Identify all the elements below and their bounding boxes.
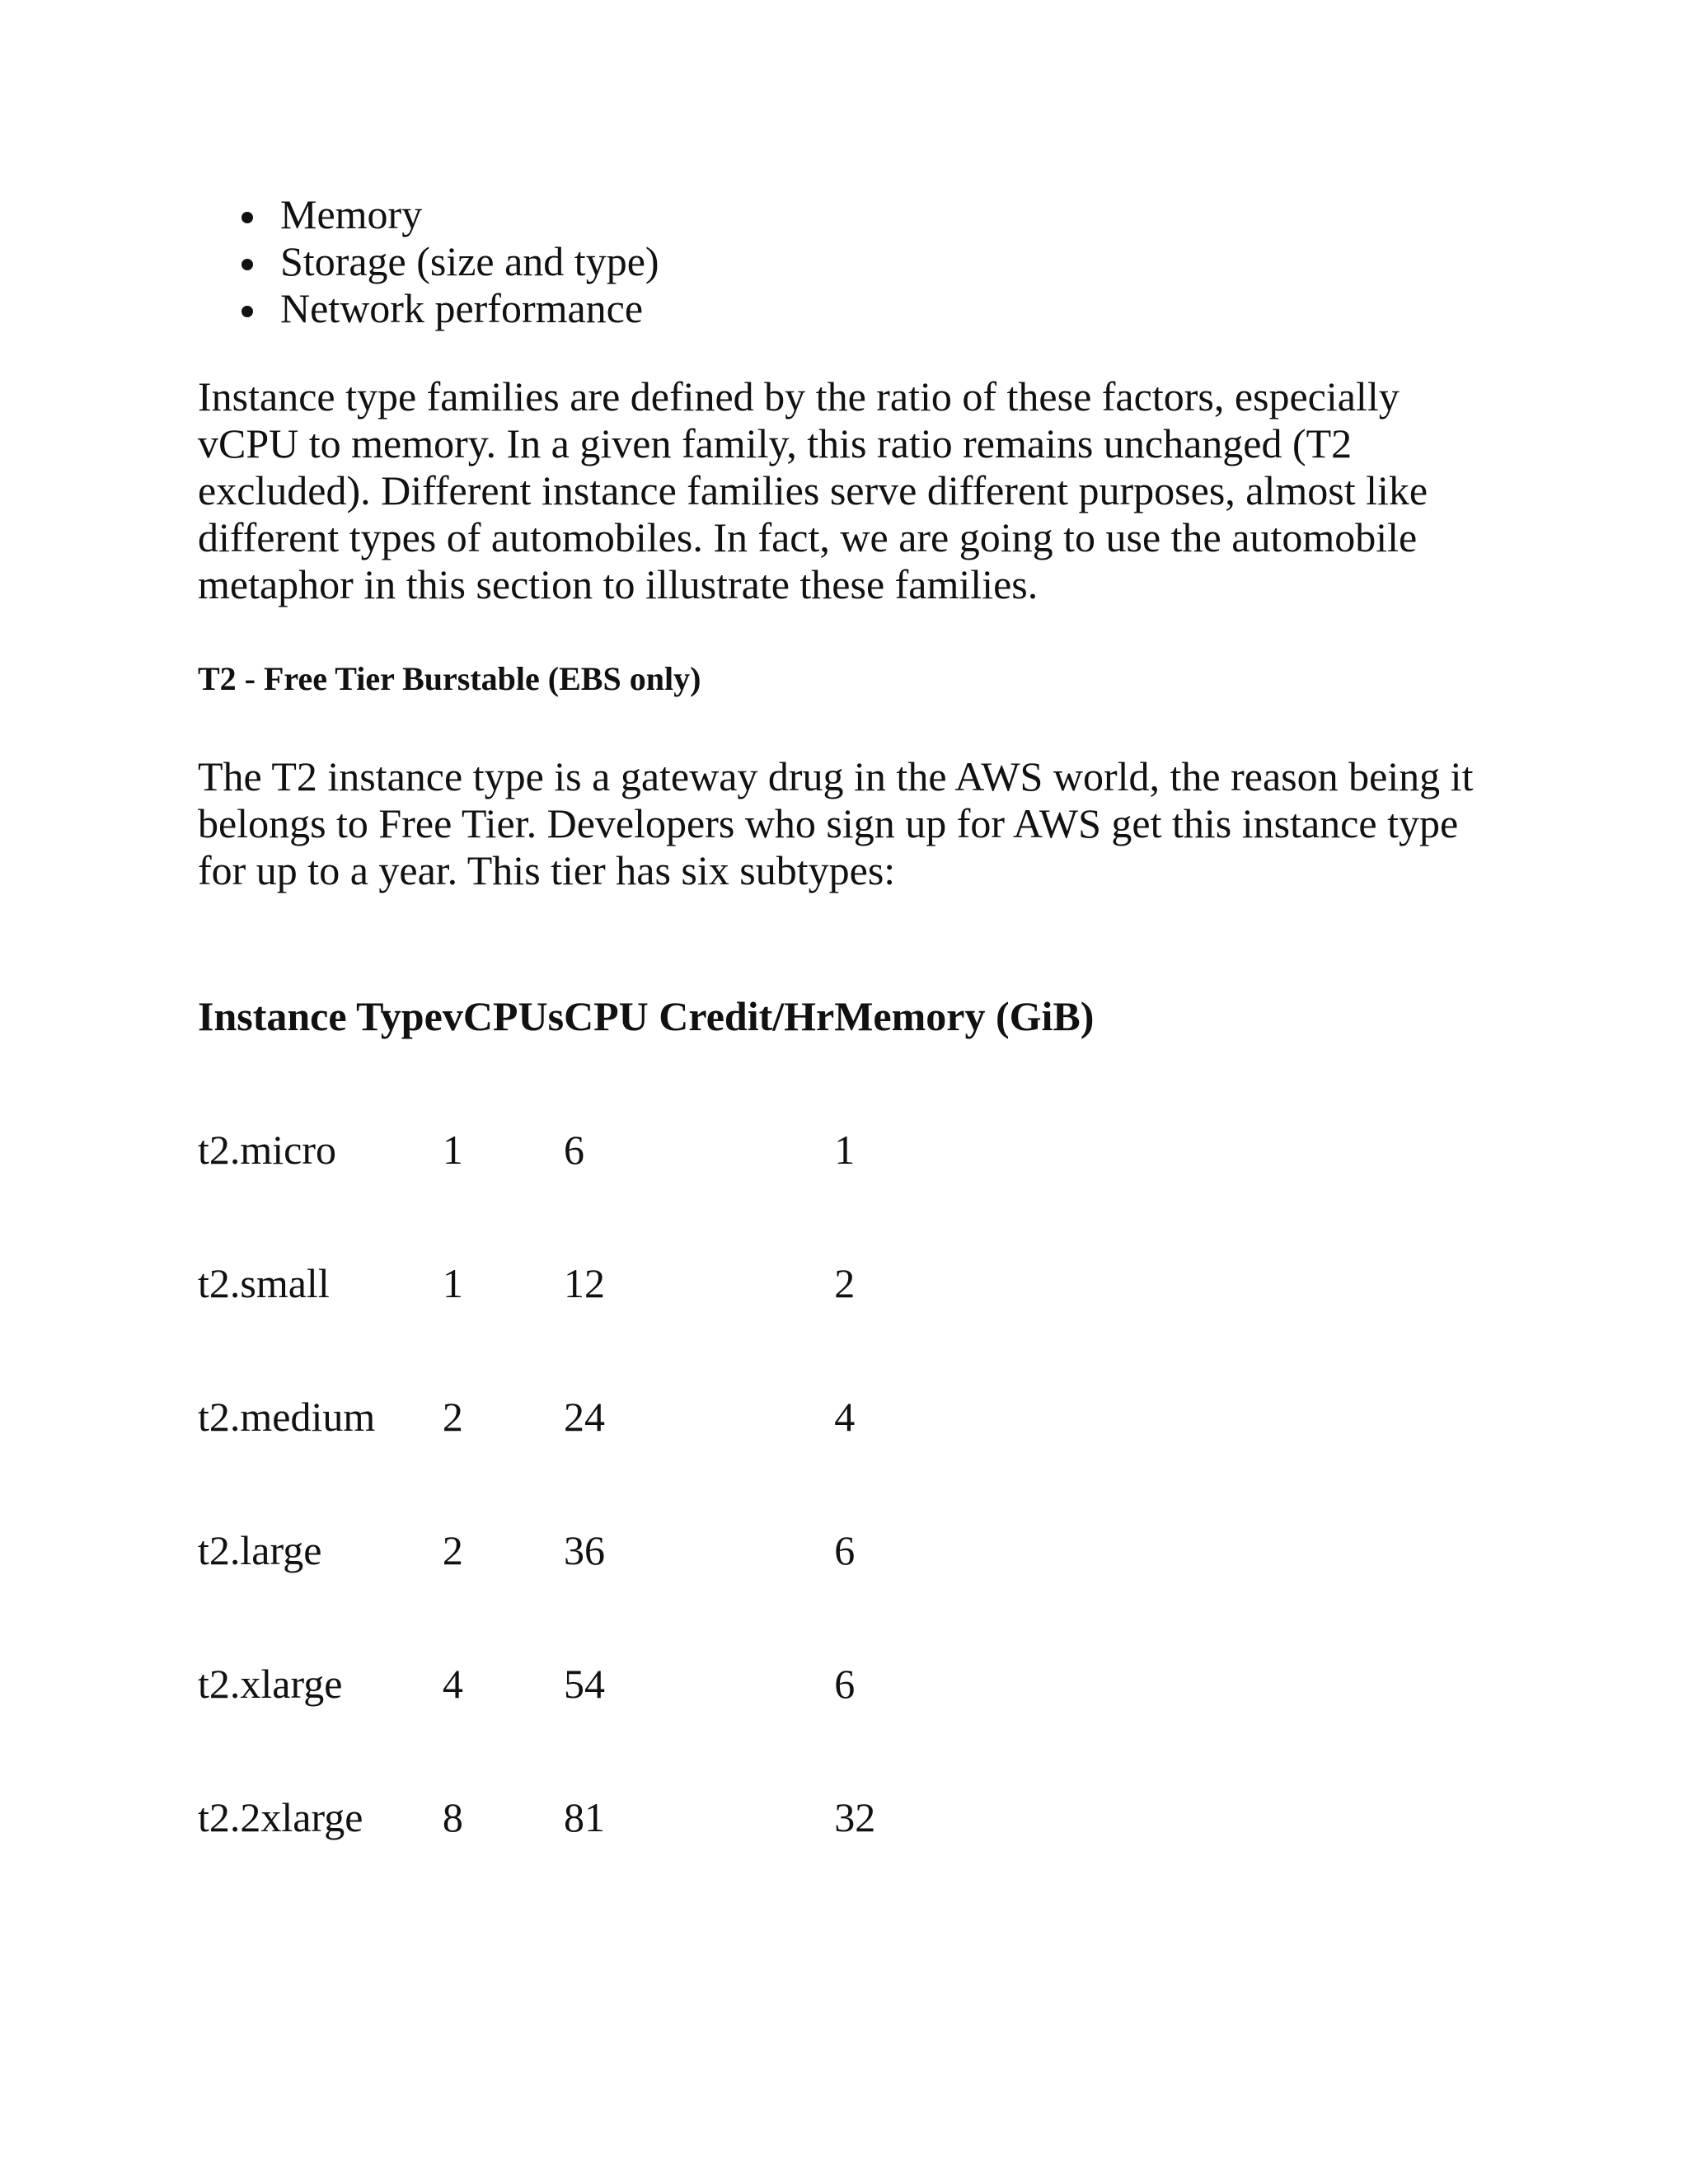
header-memory: Memory (GiB) <box>834 993 1095 1039</box>
cell-cpu-credit: 12 <box>564 1260 606 1306</box>
bullet-icon <box>241 259 253 270</box>
table-header-row <box>198 993 1246 1127</box>
cell-cpu-credit: 54 <box>564 1661 606 1707</box>
t2-description-paragraph: The T2 instance type is a gateway drug in the AWS world, the reason being it belongs to Free Tier. Developers who sign up for AWS get this instance type for up to a year. This tier has six subtypes: <box>198 753 1474 893</box>
cell-vcpus: 8 <box>442 1794 463 1840</box>
cell-memory: 32 <box>834 1794 876 1840</box>
cell-instance-type: t2.2xlarge <box>198 1794 363 1840</box>
table-row <box>198 1394 1246 1527</box>
cell-memory: 6 <box>834 1661 856 1707</box>
cell-vcpus: 1 <box>442 1127 463 1173</box>
header-instance-type: Instance Type <box>198 993 443 1039</box>
cell-vcpus: 2 <box>442 1394 463 1440</box>
table-row <box>198 1661 1246 1794</box>
header-vcpus: vCPUs <box>442 993 565 1039</box>
intro-paragraph: Instance type families are defined by the ratio of these factors, especially vCPU to memory. In a given family, this ratio remains unchanged (T2 excluded). Different instance families serve different purposes, almost like different types of automobiles. In fact, we are going to use the automobile metaphor in this section to illustrate these families. <box>198 373 1428 607</box>
table-row <box>198 1260 1246 1394</box>
cell-vcpus: 4 <box>442 1661 463 1707</box>
cell-vcpus: 2 <box>442 1527 463 1573</box>
list-item-text: Storage (size and type) <box>280 238 659 284</box>
cell-cpu-credit: 6 <box>564 1127 585 1173</box>
table-row <box>198 1127 1246 1260</box>
cell-memory: 6 <box>834 1527 856 1573</box>
cell-memory: 1 <box>834 1127 856 1173</box>
bullet-icon <box>241 306 253 317</box>
header-cpu-credit: CPU Credit/Hr <box>564 993 835 1039</box>
cell-instance-type: t2.large <box>198 1527 322 1573</box>
list-item-text: Network performance <box>280 285 644 331</box>
cell-instance-type: t2.micro <box>198 1127 337 1173</box>
table-row <box>198 1527 1246 1661</box>
cell-memory: 4 <box>834 1394 856 1440</box>
cell-instance-type: t2.medium <box>198 1394 376 1440</box>
cell-cpu-credit: 24 <box>564 1394 606 1440</box>
cell-instance-type: t2.small <box>198 1260 330 1306</box>
list-item-text: Memory <box>280 191 423 237</box>
t2-subtypes-table <box>198 993 1246 1844</box>
spec-factor-list <box>198 191 1484 332</box>
list-item <box>280 238 1484 285</box>
cell-cpu-credit: 36 <box>564 1527 606 1573</box>
cell-instance-type: t2.xlarge <box>198 1661 343 1707</box>
page-content <box>198 191 1484 1844</box>
bullet-icon <box>241 212 253 223</box>
section-heading: T2 - Free Tier Burstable (EBS only) <box>198 660 701 697</box>
cell-cpu-credit: 81 <box>564 1794 606 1840</box>
table-row <box>198 1794 1246 1844</box>
cell-memory: 2 <box>834 1260 856 1306</box>
cell-vcpus: 1 <box>442 1260 463 1306</box>
list-item <box>280 285 1484 332</box>
list-item <box>280 191 1484 238</box>
